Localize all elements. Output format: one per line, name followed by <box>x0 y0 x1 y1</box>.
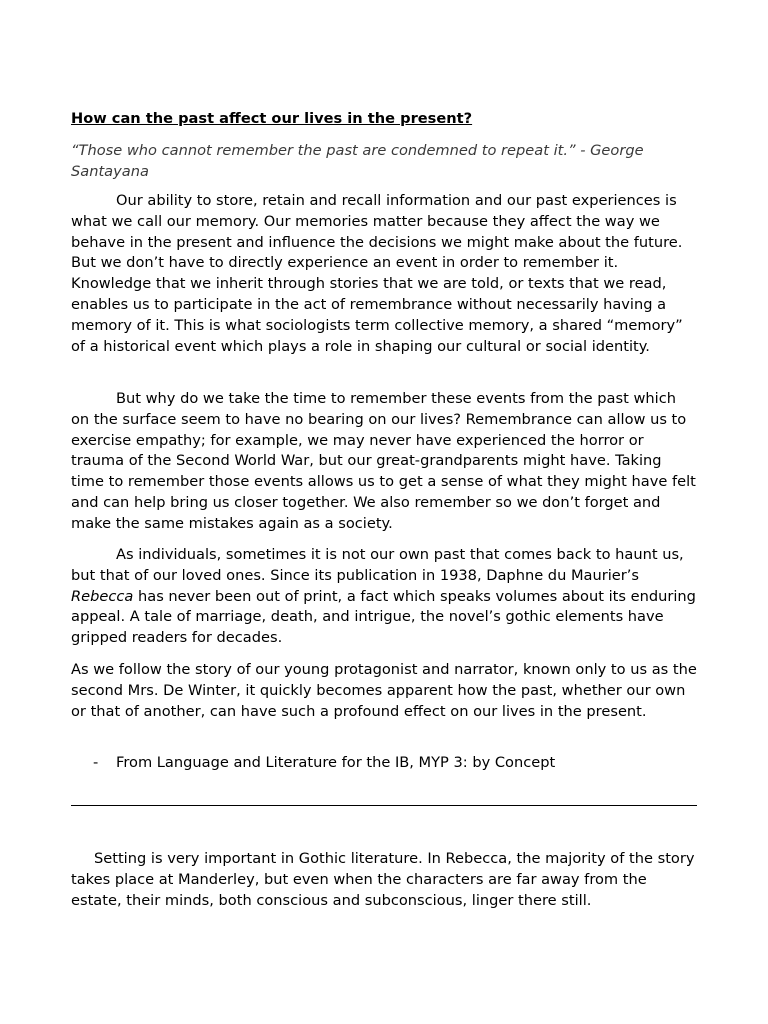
document-page <box>71 0 697 1024</box>
paragraph-memory: Our ability to store, retain and recall information and our past experiences is what we call our memory. Our memories matter because they affect the way we behave in the present and influence the decisions we might make about the future. But we don’t have to directly experience an event in order to remember it. Knowledge that we inherit through stories that we are told, or texts that we read, enables us to participate in the act of remembrance without necessarily having a memory of it. This is what sociologists term collective memory, a shared “memory” of a historical event which plays a role in shaping our cultural or social identity. <box>71 192 683 355</box>
paragraph-rebecca-intro-start: As individuals, sometimes it is not our own past that comes back to haunt us, but that of our loved ones. Since its publication in 1938, Daphne du Maurier’s <box>71 546 684 584</box>
epigraph-quote: “Those who cannot remember the past are condemned to repeat it.” - George Santayana <box>71 142 644 180</box>
paragraph-remembrance: But why do we take the time to remember these events from the past which on the surface seem to have no bearing on our lives? Remembrance can allow us to exercise empathy; for example, we may never have experienced the horror or trauma of the Second World War, but our great-grandparents might have. Taking time to remember those events allows us to get a sense of what they might have felt and can help bring us closer together. We also remember so we don’t forget and make the same mistakes again as a society. <box>71 390 696 532</box>
book-title-rebecca: Rebecca <box>71 587 134 605</box>
paragraph-protagonist: As we follow the story of our young protagonist and narrator, known only to us as the second Mrs. De Winter, it quickly becomes apparent how the past, whether our own or that of another, can have such a profound effect on our lives in the present. <box>71 661 697 720</box>
bullet-dash: - <box>93 754 99 771</box>
document-heading: How can the past affect our lives in the present? <box>71 110 473 127</box>
paragraph-setting: Setting is very important in Gothic literature. In Rebecca, the majority of the story takes place at Manderley, but even when the characters are far away from the estate, their minds, both conscious and subconscious, linger there still. <box>71 850 695 909</box>
paragraph-rebecca-intro <box>71 545 697 649</box>
paragraph-rebecca-intro-end: has never been out of print, a fact which speaks volumes about its enduring appeal. A tale of marriage, death, and intrigue, the novel’s gothic elements have gripped readers for decades. <box>71 587 696 647</box>
source-text: From Language and Literature for the IB, MYP 3: by Concept <box>116 754 556 771</box>
horizontal-divider <box>71 805 697 806</box>
